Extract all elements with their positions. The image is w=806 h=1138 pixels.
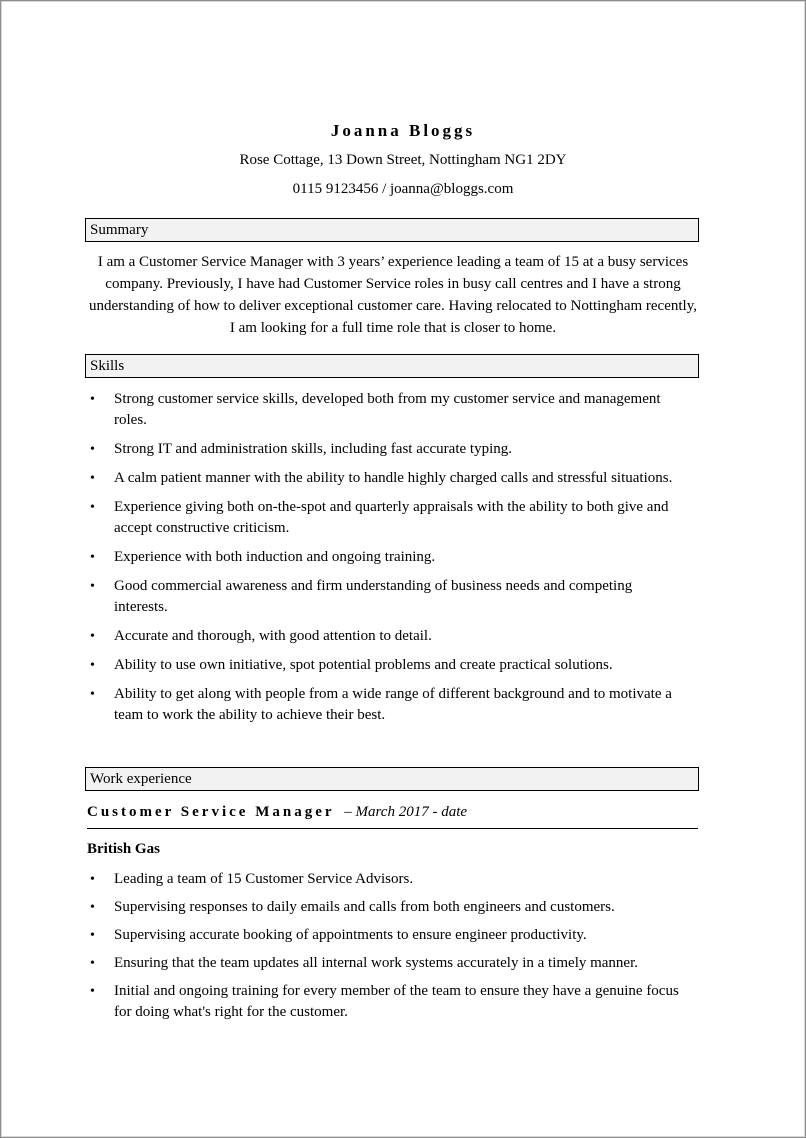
skills-list bbox=[87, 389, 687, 734]
bullet-icon: • bbox=[90, 500, 95, 515]
duty-item bbox=[87, 897, 687, 918]
bullet-icon: • bbox=[90, 579, 95, 594]
skill-item bbox=[87, 626, 687, 647]
skills-heading: Skills bbox=[85, 354, 699, 378]
summary-text: I am a Customer Service Manager with 3 years’ experience leading a team of 15 at a busy services company. Previously, I have had Customer Service roles in busy call centres and I have a strong understanding of how to deliver exceptional customer care. Having relocated to Nottingham recently, I am looking for a full time role that is closer to home. bbox=[89, 254, 697, 336]
skill-item bbox=[87, 439, 687, 460]
skill-item bbox=[87, 655, 687, 676]
bullet-icon: • bbox=[90, 687, 95, 702]
bullet-icon: • bbox=[90, 550, 95, 565]
skill-text: Experience with both induction and ongoing training. bbox=[114, 549, 436, 565]
employer-name: British Gas bbox=[87, 841, 160, 857]
duty-text: Supervising responses to daily emails and calls from both engineers and customers. bbox=[114, 899, 615, 915]
duty-text: Supervising accurate booking of appointments to ensure engineer productivity. bbox=[114, 927, 587, 943]
duty-text: Initial and ongoing training for every member of the team to ensure they have a genuine focus for doing what's right for the customer. bbox=[114, 983, 679, 1020]
job-dates: – March 2017 - date bbox=[344, 804, 468, 820]
job-title: Customer Service Manager bbox=[87, 804, 335, 820]
job-title-row bbox=[87, 804, 698, 829]
skill-text: Strong IT and administration skills, including fast accurate typing. bbox=[114, 441, 512, 457]
skill-text: Ability to use own initiative, spot potential problems and create practical solutions. bbox=[114, 657, 613, 673]
duty-item bbox=[87, 981, 687, 1023]
duty-item bbox=[87, 925, 687, 946]
candidate-name: Joanna Bloggs bbox=[330, 121, 476, 140]
skill-item bbox=[87, 468, 687, 489]
bullet-icon: • bbox=[90, 928, 95, 943]
work-experience-heading: Work experience bbox=[85, 767, 699, 791]
skill-text: Good commercial awareness and firm understanding of business needs and competing interests. bbox=[114, 578, 633, 615]
bullet-icon: • bbox=[90, 658, 95, 673]
bullet-icon: • bbox=[90, 442, 95, 457]
candidate-contact: 0115 9123456 / joanna@bloggs.com bbox=[292, 181, 514, 197]
summary-heading: Summary bbox=[85, 218, 699, 242]
bullet-icon: • bbox=[90, 471, 95, 486]
skill-text: Accurate and thorough, with good attention to detail. bbox=[114, 628, 432, 644]
skill-item bbox=[87, 497, 687, 539]
bullet-icon: • bbox=[90, 392, 95, 407]
skill-text: Ability to get along with people from a wide range of different background and to motivate a team to work the ability to achieve their best. bbox=[114, 686, 672, 723]
skill-item bbox=[87, 389, 687, 431]
candidate-address: Rose Cottage, 13 Down Street, Nottingham NG1 2DY bbox=[239, 152, 567, 168]
duty-item bbox=[87, 869, 687, 890]
duty-text: Leading a team of 15 Customer Service Advisors. bbox=[114, 871, 414, 887]
bullet-icon: • bbox=[90, 956, 95, 971]
bullet-icon: • bbox=[90, 984, 95, 999]
skill-text: Strong customer service skills, developed both from my customer service and management roles. bbox=[114, 391, 661, 428]
duty-text: Ensuring that the team updates all internal work systems accurately in a timely manner. bbox=[114, 955, 639, 971]
skill-text: A calm patient manner with the ability to handle highly charged calls and stressful situations. bbox=[114, 470, 673, 486]
bullet-icon: • bbox=[90, 900, 95, 915]
skill-item bbox=[87, 547, 687, 568]
bullet-icon: • bbox=[90, 872, 95, 887]
bullet-icon: • bbox=[90, 629, 95, 644]
skill-item bbox=[87, 576, 687, 618]
duty-item bbox=[87, 953, 687, 974]
job-duties-list bbox=[87, 869, 687, 1030]
skill-text: Experience giving both on-the-spot and quarterly appraisals with the ability to both give and accept constructive criticism. bbox=[114, 499, 669, 536]
skill-item bbox=[87, 684, 687, 726]
